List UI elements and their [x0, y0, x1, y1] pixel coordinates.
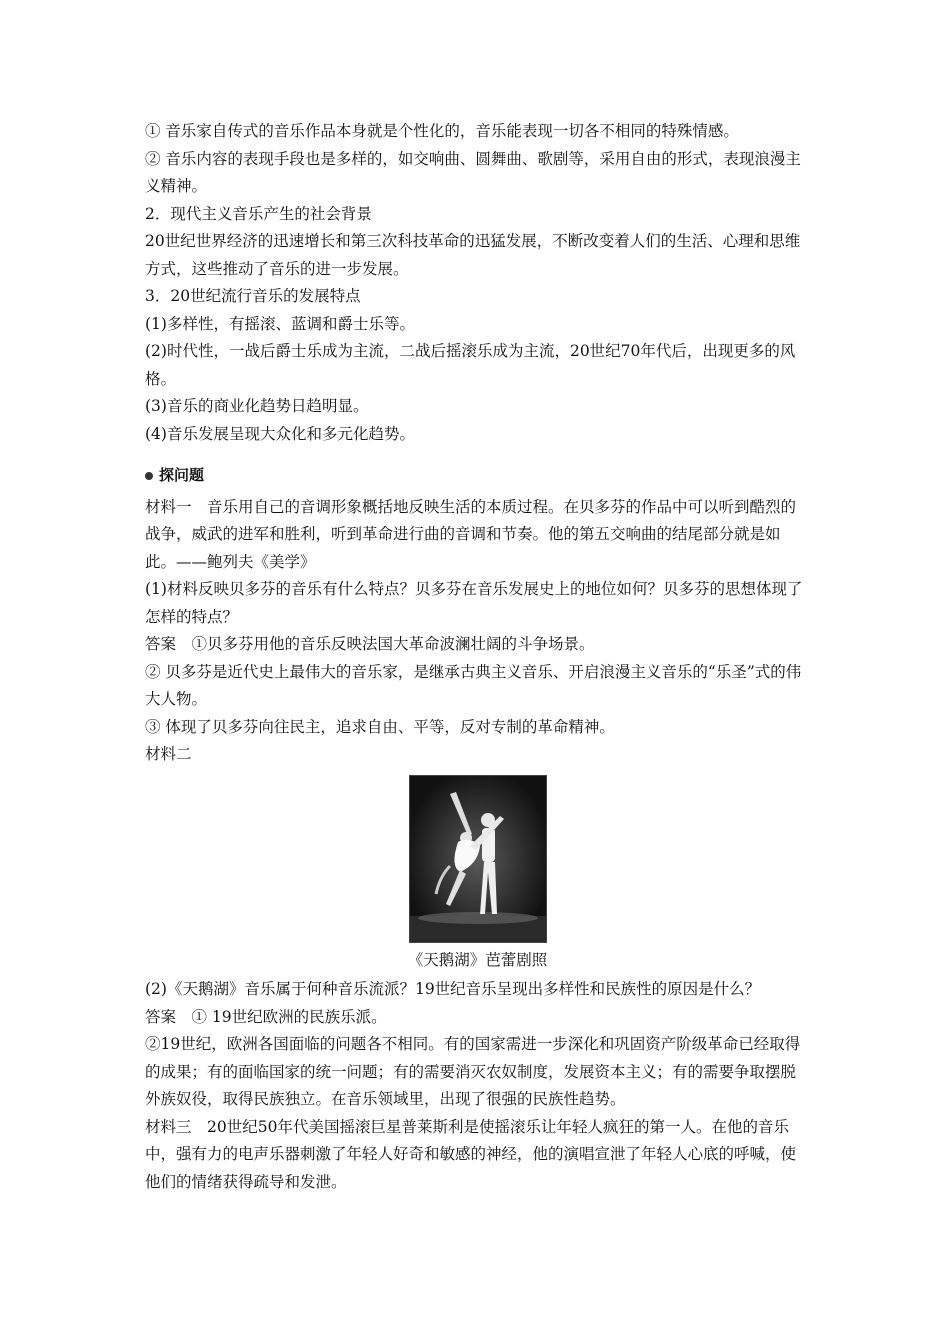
list-item: (1)多样性，有摇滚、蓝调和爵士乐等。 — [145, 314, 415, 333]
answer: 答案 ① 19世纪欧洲的民族乐派。 — [145, 1007, 387, 1026]
paragraph: 20世纪世界经济的迅速增长和第三次科技革命的迅猛发展，不断改变着人们的生活、心理和思维方式，这些推动了音乐的进一步发展。 — [145, 232, 801, 278]
section-title: 探问题 — [159, 466, 205, 484]
answer: 答案 ①贝多芬用他的音乐反映法国大革命波澜壮阔的斗争场景。 — [145, 635, 595, 653]
answer: ②19世纪，欧洲各国面临的问题各不相同。有的国家需进一步深化和巩固资产阶级革命已经取得的成果；有的面临国家的统一问题；有的需要消灭农奴制度，发展资本主义；有的需要争取摆脱外族奴役，取得民族独立。在音乐领域里，出现了很强的民族性趋势。 — [145, 1035, 801, 1108]
answer: ② 贝多芬是近代史上最伟大的音乐家，是继承古典主义音乐、开启浪漫主义音乐的“乐圣”式的伟大人物。 — [145, 662, 802, 708]
paragraph: ② 音乐内容的表现手段也是多样的，如交响曲、圆舞曲、歌剧等，采用自由的形式，表现浪漫主义精神。 — [145, 149, 801, 195]
figure-caption: 《天鹅湖》芭蕾剧照 — [407, 950, 548, 969]
ballet-photo — [409, 775, 547, 943]
question: (1)材料反映贝多芬的音乐有什么特点？贝多芬在音乐发展史上的地位如何？贝多芬的思想体现了怎样的特点？ — [145, 580, 803, 626]
section-heading — [145, 462, 810, 490]
list-item: (2)时代性，一战后爵士乐成为主流，二战后摇滚乐成为主流，20世纪70年代后，出现更多的风格。 — [145, 342, 796, 388]
material-label: 材料二 — [145, 745, 192, 763]
figure — [145, 775, 810, 975]
question: (2)《天鹅湖》音乐属于何种音乐流派？19世纪音乐呈现出多样性和民族性的原因是什么？ — [145, 980, 761, 998]
bullet-dot-icon — [145, 472, 153, 480]
document-body — [145, 118, 810, 1196]
ballet-dancers-image — [410, 776, 546, 942]
heading-2: 2．现代主义音乐产生的社会背景 — [145, 204, 372, 223]
material-paragraph: 材料三 20世纪50年代美国摇滚巨星普莱斯利是使摇滚乐让年轻人疯狂的第一人。在他的音乐中，强有力的电声乐器刺激了年轻人好奇和敏感的神经，他的演唱宣泄了年轻人心底的呼喊，使他们的情绪获得疏导和发泄。 — [145, 1117, 797, 1191]
list-item: (3)音乐的商业化趋势日趋明显。 — [145, 397, 369, 415]
list-item: (4)音乐发展呈现大众化和多元化趋势。 — [145, 424, 415, 443]
material-paragraph: 材料一 音乐用自己的音调形象概括地反映生活的本质过程。在贝多芬的作品中可以听到酷烈的战争，威武的进军和胜利，听到革命进行曲的音调和节奏。他的第五交响曲的结尾部分就是如此。——鲍列夫《美学》 — [145, 497, 797, 571]
heading-3: 3．20世纪流行音乐的发展特点 — [145, 287, 361, 305]
answer: ③ 体现了贝多芬向往民主，追求自由、平等，反对专制的革命精神。 — [145, 717, 615, 736]
paragraph: ① 音乐家自传式的音乐作品本身就是个性化的，音乐能表现一切各不相同的特殊情感。 — [145, 122, 739, 140]
